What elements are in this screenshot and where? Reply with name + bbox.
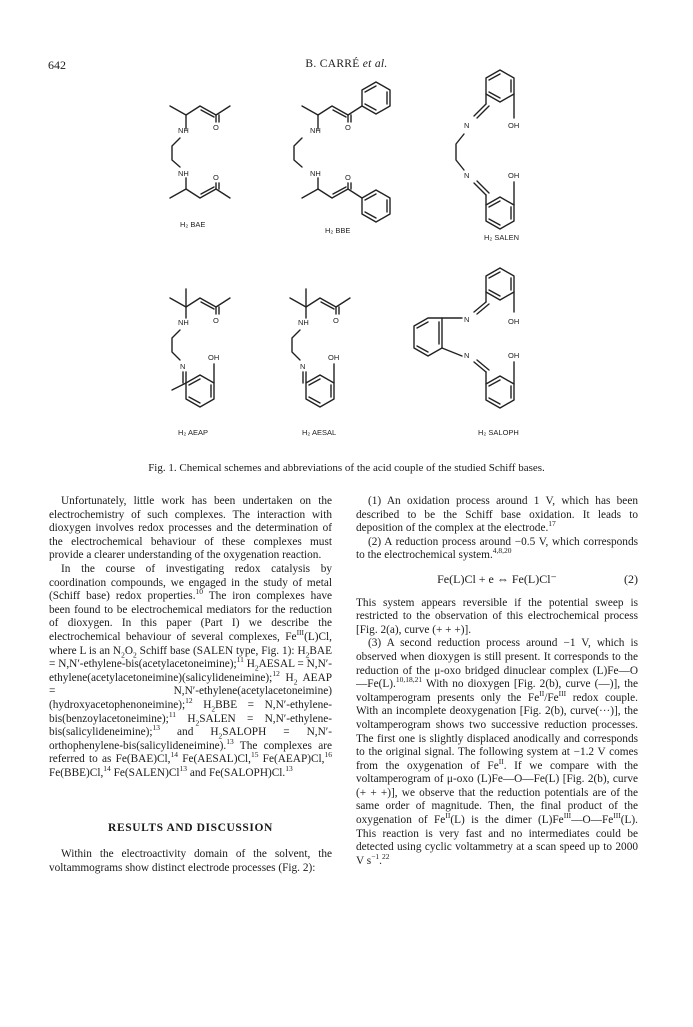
atom-label-n: N — [300, 362, 306, 371]
structure-h2-aeap — [170, 289, 230, 407]
running-header-etal: et al. — [362, 58, 388, 70]
atom-label-nh: NH — [178, 318, 189, 327]
atom-label-nh: NH — [298, 318, 309, 327]
compound-label-h2-bae: H₂ BAE — [180, 220, 206, 229]
paragraph-intro: Unfortunately, little work has been undertaken on the electrochemistry of such complexes. The interaction with dioxygen involves redox processes and the determination of the electrochemical behaviour of these complexes must provide a clearer understanding of the oxygenation reaction. — [49, 495, 332, 562]
atom-label-oh: OH — [508, 121, 520, 130]
compound-label-h2-saloph: H₂ SALOPH — [478, 428, 519, 437]
atom-label-n: N — [180, 362, 186, 371]
equation-number: (2) — [624, 571, 638, 586]
atom-label-n: N — [464, 171, 470, 180]
atom-label-oh: OH — [508, 317, 520, 326]
paragraph-reversible: This system appears reversible if the potential sweep is restricted to the observation of this electrochemical process [Fig. 2(a), curve (+ + +)]. — [356, 596, 638, 636]
atom-label-nh: NH — [178, 169, 189, 178]
compound-label-h2-aesal: H₂ AESAL — [302, 428, 337, 437]
paragraph-results: Within the electroactivity domain of the solvent, the voltammograms show distinct electrode processes (Fig. 2): — [49, 848, 332, 874]
atom-label-oh: OH — [208, 353, 220, 362]
atom-label-o: O — [213, 123, 219, 132]
atom-label-o: O — [345, 123, 351, 132]
atom-label-nh: NH — [310, 169, 321, 178]
figure-caption: Fig. 1. Chemical schemes and abbreviations of the acid couple of the studied Schiff bases. — [148, 462, 545, 474]
right-column — [356, 495, 638, 868]
paragraph-oxidation: (1) An oxidation process around 1 V, which has been described to be the Schiff base oxidation. It leads to deposition of the complex at the electrode.$^{17}$ — [356, 495, 638, 535]
atom-label-n: N — [464, 351, 470, 360]
atom-label-oh: OH — [328, 353, 340, 362]
atom-label-oh: OH — [508, 351, 520, 360]
structure-h2-bbe — [294, 82, 390, 222]
paragraph-study: In the course of investigating redox catalysis by coordination compounds, we engaged in the study of metal (Schiff base) redox properties.$^{10}$ The iron complexes have been found to be electrochemical mediators for the reduction of dioxygen. In this paper (Part I) we describe the electrochemical behaviour of several complexes, $Fe^{III}(L)Cl$, where L is an $N_2O_2$ Schiff base (SALEN type, Fig. 1): $H_2BAE$ = N,N′-ethylene-bis(acetylacetoneimine);$^{11}$ $H_2AESAL$ = N,N′-ethylene(acetylacetoneimine)(salicylideneimine);$^{12}$ $H_2$ AEAP = N,N′-ethylene(acetylacetoneimine)(hydroxyacetophenoneimine);$^{12}$ $H_2BBE$ = N,N′-ethylene-bis(benzoylacetoneimine);$^{11}$ $H_2SALEN$ = N,N′-ethylene-bis(salicylideneimine);$^{13}$ and $H_2SALOPH$ = N,N′-orthophenylene-bis(salicylideneimine).$^{13}$ The complexes are referred to as Fe(BAE)Cl,$^{14}$ Fe(AESAL)Cl,$^{15}$ Fe(AEAP)Cl,$^{16}$ Fe(BBE)Cl,$^{14}$ Fe(SALEN)Cl$^{13}$ and Fe(SALOPH)Cl.$^{13}$ — [49, 562, 333, 779]
page-number: 642 — [48, 58, 66, 72]
equation-2 — [356, 573, 638, 587]
paragraph-reduction-1: (2) A reduction process around −0.5 V, which corresponds to the electrochemical system.$^{4,8,20}$ — [356, 535, 638, 562]
structure-h2-salen — [456, 70, 514, 229]
equation-text: Fe(L)Cl + e ⇔ Fe(L)Cl⁻ — [437, 571, 557, 586]
atom-label-o: O — [333, 316, 339, 325]
atom-label-oh: OH — [508, 171, 520, 180]
compound-label-h2-bbe: H₂ BBE — [325, 226, 351, 235]
atom-label-o: O — [213, 173, 219, 182]
structure-h2-aesal — [290, 289, 350, 407]
section-heading: RESULTS AND DISCUSSION — [108, 822, 273, 835]
running-header-authors: B. CARRÉ — [305, 58, 360, 70]
atom-label-nh: NH — [178, 126, 189, 135]
compound-label-h2-aeap: H₂ AEAP — [178, 428, 209, 437]
structure-h2-saloph — [414, 268, 514, 408]
atom-label-n: N — [464, 121, 470, 130]
atom-label-n: N — [464, 315, 470, 324]
compound-label-h2-salen: H₂ SALEN — [484, 233, 520, 242]
atom-label-nh: NH — [310, 126, 321, 135]
atom-label-o: O — [345, 173, 351, 182]
structure-h2-bae — [170, 106, 230, 198]
paragraph-reduction-2: (3) A second reduction process around −1 V, which is observed when dioxygen is still present. It corresponds to the reduction of the μ-oxo bridged dinuclear complex (L)Fe—O—Fe(L).$^{10,18,21}$ With no dioxygen [Fig. 2(b), curve (—)], the voltamperogram presents only the $Fe^{II}/Fe^{III}$ redox couple. With an incomplete deoxygenation [Fig. 2(b), curve(···)], the voltamperogram shows two successive reduction processes. The first one is slightly displaced anodically and corresponds to the original signal. The following system at −1.2 V comes from the oxygenation of $Fe^{II}$. If we compare with the voltamperogram of μ-oxo (L)Fe—O—Fe(L) [Fig. 2(b), curve (+ + +)], we observe that the reduction potentials are of the same order of magnitude. Then, the final product of the oxygenation of $Fe^{II}(L)$ is the dimer $(L)Fe^{III}—O—Fe^{III}(L)$. This reaction is very fast and no intermediates could be detected using cyclic voltammetry at a scan speed up to 2000 V $s^{-1}.^{22}$ — [356, 637, 639, 867]
left-column — [49, 495, 332, 875]
chemical-scheme-figure — [0, 0, 693, 460]
atom-label-o: O — [213, 316, 219, 325]
